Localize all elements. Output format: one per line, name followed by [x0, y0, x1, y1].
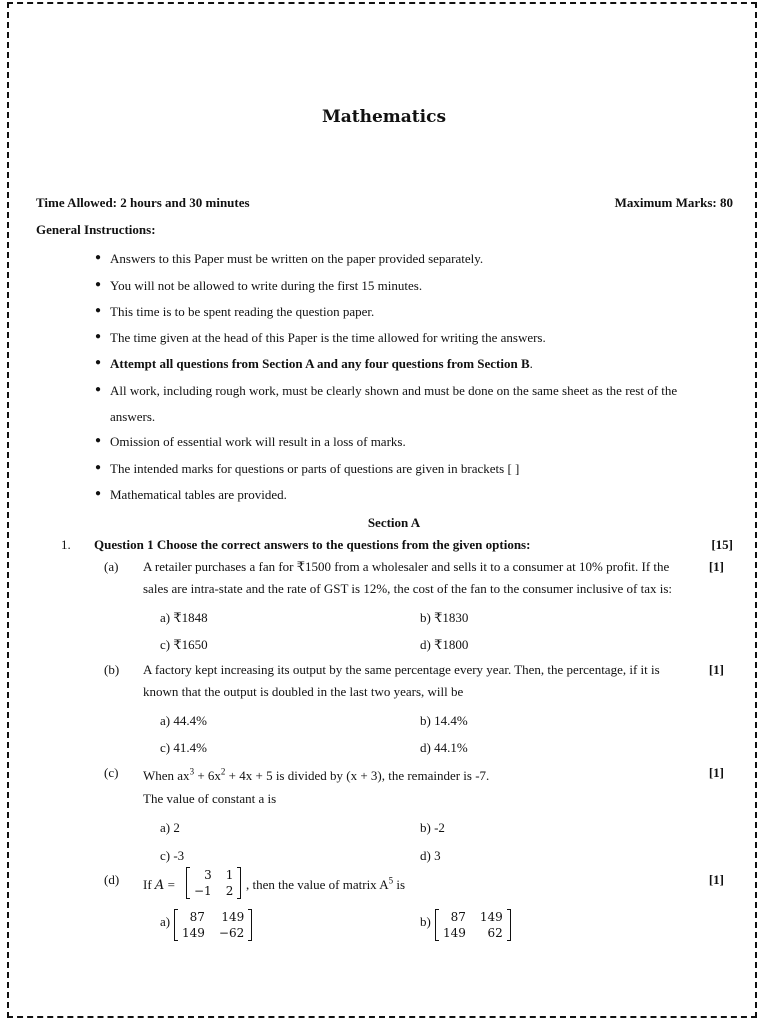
instruction-item: The intended marks for questions or parts of questions are given in brackets [ ]: [110, 461, 520, 476]
question-1-marks: [15]: [711, 537, 733, 552]
time-allowed: Time Allowed: 2 hours and 30 minutes: [36, 195, 250, 210]
part-c-option-c: c) -3: [160, 848, 185, 863]
part-a-option-b: b) ₹1830: [420, 610, 469, 625]
part-b-option-c: c) 41.4%: [160, 740, 207, 755]
part-c-option-d: d) 3: [420, 848, 441, 863]
instruction-item: The time given at the head of this Paper is the time allowed for writing the answers.: [110, 330, 546, 345]
instruction-item: Answers to this Paper must be written on the paper provided separately.: [110, 251, 484, 266]
part-a-option-d: d) ₹1800: [420, 637, 469, 652]
part-d-label: (d): [104, 872, 120, 887]
bullet-icon: ●: [95, 488, 102, 499]
part-a-line-2: sales are intra-state and the rate of GST is 12%, the cost of the fan to the consumer inclusive of tax is:: [143, 581, 672, 596]
part-c-line-2: The value of constant a is: [143, 791, 277, 806]
instruction-item: All work, including rough work, must be clearly shown and must be done on the same sheet as the rest of the: [110, 383, 678, 398]
part-a-option-a: a) ₹1848: [160, 610, 208, 625]
general-instructions-heading: General Instructions:: [36, 222, 156, 237]
part-d-if: If A =: [143, 877, 175, 893]
instruction-item-continued: answers.: [110, 409, 156, 424]
part-b-option-b: b) 14.4%: [420, 713, 468, 728]
part-b-option-a: a) 44.4%: [160, 713, 207, 728]
matrix-a: 3 1 −1 2: [186, 867, 241, 899]
part-b-line-1: A factory kept increasing its output by the same percentage every year. Then, the percentage, if it is: [143, 662, 660, 677]
instruction-item: Omission of essential work will result in a loss of marks.: [110, 434, 406, 449]
instruction-item: Mathematical tables are provided.: [110, 487, 287, 502]
part-d-option-a-label: a): [160, 914, 171, 929]
page-title: Mathematics: [321, 107, 447, 127]
bullet-icon: ●: [95, 435, 102, 446]
question-number: 1.: [61, 537, 71, 552]
part-b-line-2: known that the output is doubled in the last two years, will be: [143, 684, 464, 699]
page-border: [7, 2, 757, 1018]
part-b-label: (b): [104, 662, 120, 677]
section-a-heading: Section A: [367, 515, 421, 530]
part-d-option-b-label: b): [420, 914, 431, 929]
bullet-icon: ●: [95, 357, 102, 368]
part-a-line-1: A retailer purchases a fan for ₹1500 from a wholesaler and sells it to a consumer at 10% profit. If the: [143, 559, 670, 574]
question-1-text: Question 1 Choose the correct answers to the questions from the given options:: [94, 537, 531, 552]
bullet-icon: ●: [95, 384, 102, 395]
part-a-label: (a): [104, 559, 119, 574]
bullet-icon: ●: [95, 462, 102, 473]
part-c-option-b: b) -2: [420, 820, 445, 835]
bullet-icon: ●: [95, 279, 102, 290]
bullet-icon: ●: [95, 252, 102, 263]
part-c-marks: [1]: [708, 765, 724, 780]
part-a-option-c: c) ₹1650: [160, 637, 208, 652]
instruction-item: Attempt all questions from Section A and any four questions from Section B.: [110, 356, 533, 371]
part-b-option-d: d) 44.1%: [420, 740, 468, 755]
bullet-icon: ●: [95, 305, 102, 316]
part-d-option-a-matrix: 87 149 149 −62: [174, 909, 252, 941]
part-d-option-b-matrix: 87 149 149 62: [435, 909, 511, 941]
part-d-question: , then the value of matrix $A^5$ is: [246, 875, 406, 892]
part-a-marks: [1]: [708, 559, 724, 574]
part-c-line-1: When $ax^3 + 6x^2 + 4x + 5$ is divided by (x + 3), the remainder is -7.: [143, 766, 490, 783]
part-d-marks: [1]: [708, 872, 724, 887]
part-b-marks: [1]: [708, 662, 724, 677]
maximum-marks: Maximum Marks: 80: [614, 195, 733, 210]
bullet-icon: ●: [95, 331, 102, 342]
instruction-item: You will not be allowed to write during the first 15 minutes.: [110, 278, 423, 293]
instruction-item: This time is to be spent reading the question paper.: [110, 304, 375, 319]
part-c-option-a: a) 2: [160, 820, 180, 835]
part-c-label: (c): [104, 765, 119, 780]
